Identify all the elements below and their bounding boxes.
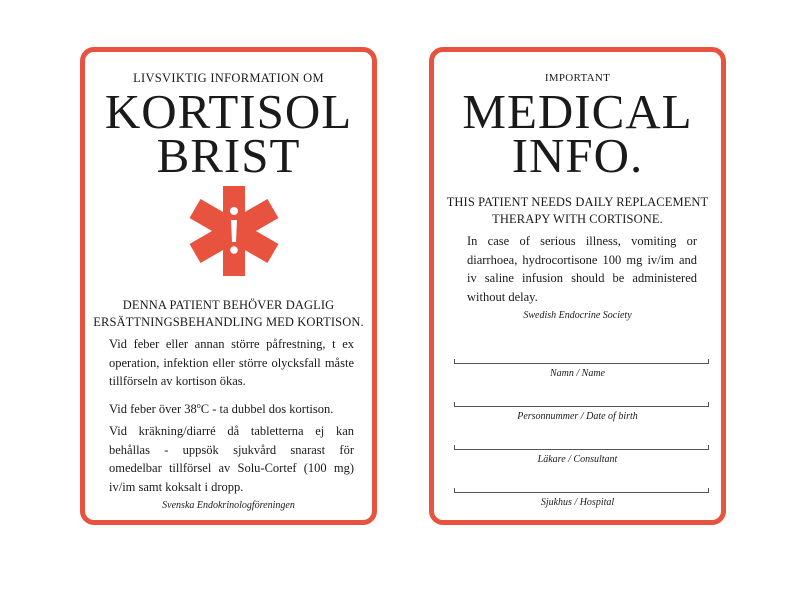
date-of-birth-input-line[interactable] [454, 406, 709, 407]
paragraph-fever-dose [109, 397, 354, 419]
paragraph-vomiting: Vid kräkning/diarré då tabletterna ej kan behållas - uppsök sjukvård snarast för omedelbar tillförsel av Solu-Cortef (100 mg) iv/im samt koksalt i dropp. [109, 424, 354, 494]
hospital-input-line[interactable] [454, 492, 709, 493]
card-header: IMPORTANT [544, 72, 611, 84]
date-of-birth-field-label: Personnummer / Date of birth [517, 411, 638, 422]
hospital-field-label: Sjukhus / Hospital [540, 497, 615, 508]
name-field-label: Namn / Name [550, 368, 605, 379]
paragraph-fever-dose-start: Vid feber över 38 [109, 402, 197, 417]
card-title-line2: INFO. [511, 128, 644, 183]
swedish-cortisol-card [80, 47, 377, 525]
signature: Swedish Endocrine Society [523, 310, 632, 321]
signature: Svenska Endokrinologföreningen [162, 500, 295, 511]
star-of-life-exclamation-icon [189, 186, 279, 276]
card-header: LIVSVIKTIG INFORMATION OM [133, 71, 324, 85]
emphasis-line1: DENNA PATIENT BEHÖVER DAGLIG [122, 298, 335, 312]
name-input-line[interactable] [454, 363, 709, 364]
english-medical-info-card [429, 47, 726, 525]
paragraph-fever-stress: Vid feber eller annan större påfrestning, t ex operation, infektion eller större olycksfall måste tillförseln av kortison ökas. [109, 337, 354, 388]
card-title-line1: KORTISOL [104, 84, 353, 139]
paragraph-fever-dose-end: C - ta dubbel dos kortison. [200, 402, 334, 417]
emphasis-line2: ERSÄTTNINGSBEHANDLING MED KORTISON. [93, 315, 364, 329]
card-title-line2: BRIST [156, 128, 301, 183]
paragraph-instructions: In case of serious illness, vomiting or diarrhoea, hydrocortisone 100 mg iv/im and iv saline infusion should be administered without delay. [467, 234, 697, 304]
emphasis-line1: THIS PATIENT NEEDS DAILY REPLACEMENT [446, 195, 709, 209]
emphasis-line2: THERAPY WITH CORTISONE. [492, 212, 663, 226]
degree-symbol: o [196, 401, 201, 410]
consultant-field-label: Läkare / Consultant [537, 454, 618, 465]
card-title-line1: MEDICAL [462, 84, 693, 139]
consultant-input-line[interactable] [454, 449, 709, 450]
